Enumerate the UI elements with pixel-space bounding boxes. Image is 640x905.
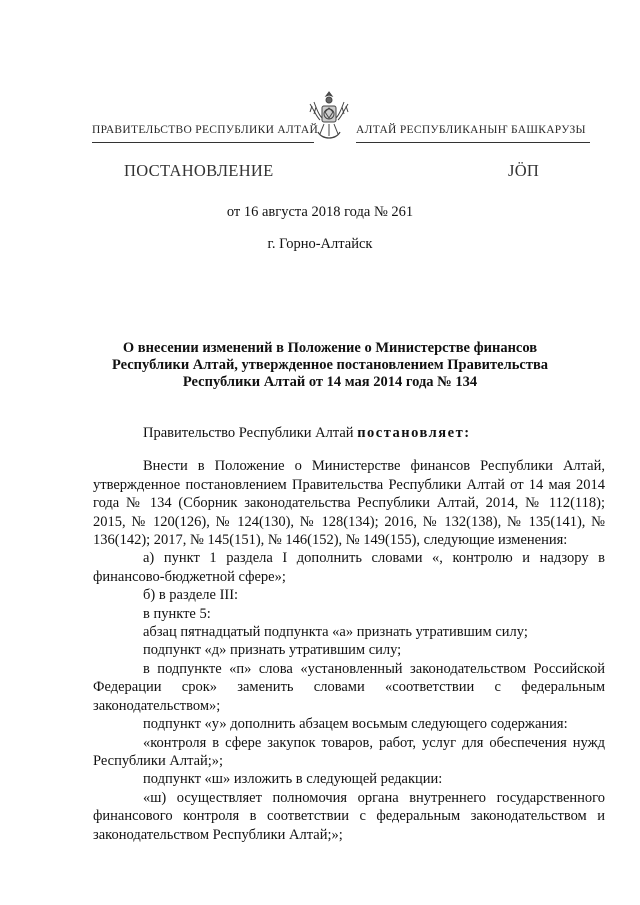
paragraph-5: абзац пятнадцатый подпункта «а» признать утратившим силу; [143, 624, 528, 641]
paragraph-2: а) пункт 1 раздела I дополнить словами «, контролю и надзору в финансово-бюджетной сфере»; [93, 550, 605, 585]
doc-type-alt: JӦП [508, 161, 540, 180]
gov-name-right: АЛТАЙ РЕСПУБЛИКАНЫҤ БАШКАРУЗЫ [356, 124, 586, 136]
paragraph-1: Внести в Положение о Министерстве финансов Республики Алтай, утвержденное постановлением Правительства Республики Алтай от 14 мая 2014 года № 134 (Сборник законодательства Республики Алтай, 2014, № 112(118); 2015, № 120(126), № 124(130), № 128(134); 2016, № 132(138), № 135(141), № 136(142); 2017, № 145(151), № 146(152), № 149(155), следующие изменения: [93, 458, 605, 549]
header-rule-right [356, 142, 590, 143]
paragraph-10: подпункт «ш» изложить в следующей редакции: [143, 771, 443, 788]
document-title [100, 340, 560, 391]
intro-paragraph [93, 424, 605, 442]
paragraph-6: подпункт «д» признать утратившим силу; [143, 642, 402, 659]
paragraph-11: «ш) осуществляет полномочия органа внутреннего государственного финансового контроля в соответствии с федеральным законодательством и законодательством Республики Алтай;»; [93, 789, 605, 843]
paragraph-4: в пункте 5: [143, 605, 211, 622]
title-line-3: Республики Алтай от 14 мая 2014 года № 134 [182, 374, 478, 390]
paragraph-9: «контроля в сфере закупок товаров, работ, услуг для обеспечения нужд Республики Алтай;»; [93, 734, 605, 769]
title-line-2: Республики Алтай, утвержденное постановлением Правительства [111, 357, 549, 373]
doc-type-ru: ПОСТАНОВЛЕНИЕ [124, 161, 274, 180]
paragraph-8: подпункт «у» дополнить абзацем восьмым следующего содержания: [143, 716, 568, 733]
document-body [93, 424, 605, 844]
title-line-1: О внесении изменений в Положение о Министерстве финансов [122, 340, 538, 356]
document-date: от 16 августа 2018 года № 261 [226, 204, 414, 220]
header-rule-left [92, 142, 314, 143]
paragraph-3: б) в разделе III: [143, 587, 239, 604]
coat-of-arms-emblem [306, 88, 352, 144]
intro-verb: постановляет: [357, 425, 471, 441]
paragraph-7: в подпункте «п» слова «установленный законодательством Российской Федерации срок» заменить словами «соответствии с федеральным законодательством»; [93, 660, 605, 714]
intro-prefix: Правительство Республики Алтай [143, 425, 358, 441]
gov-name-left: ПРАВИТЕЛЬСТВО РЕСПУБЛИКИ АЛТАЙ [92, 124, 319, 136]
document-city: г. Горно-Алтайск [267, 236, 373, 252]
